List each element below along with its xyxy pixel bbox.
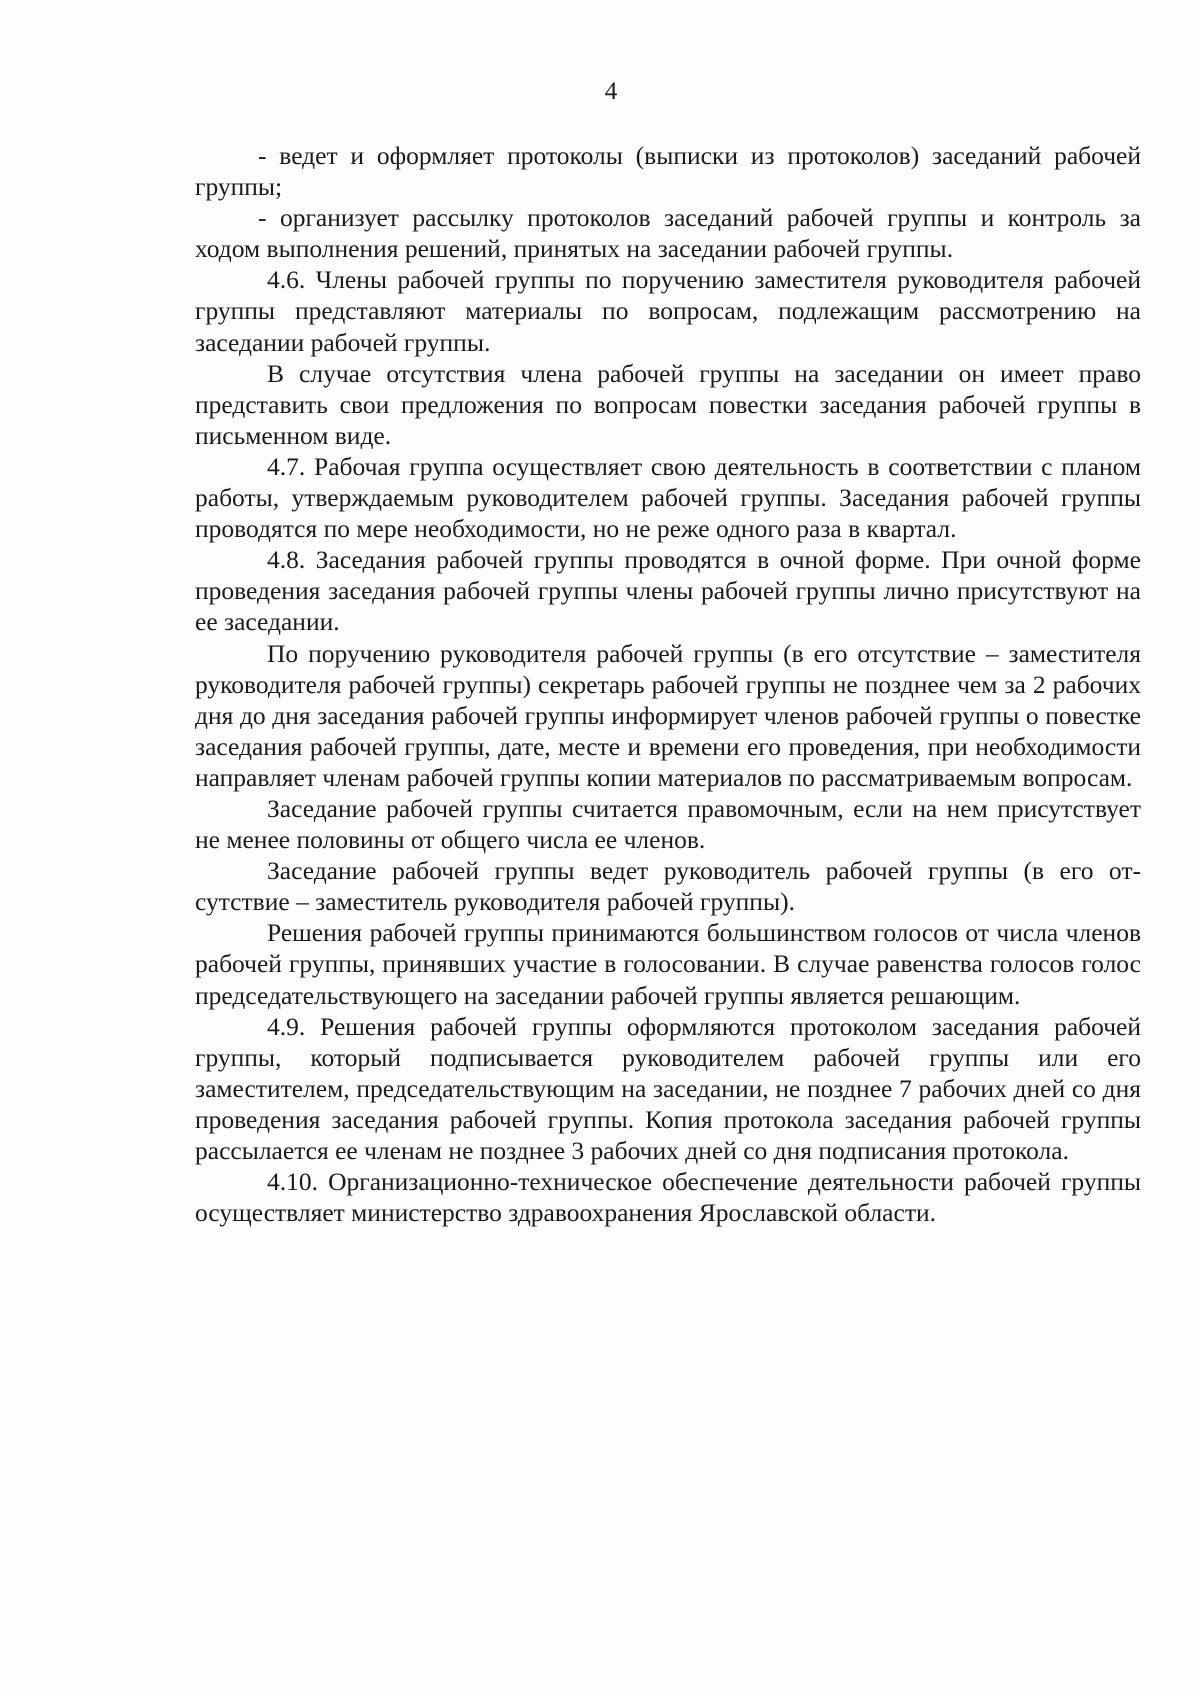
paragraph-decisions: Решения рабочей группы принимаются большинством голосов от числа членов рабочей группы, принявших участие в голосовании. В случае равенства голосов голос председательствующего на заседании рабочей группы является решающим. [195,918,1141,1010]
paragraph-absence: В случае отсутствия члена рабочей группы на заседании он имеет право представить свои предложения по вопросам повестки заседания рабочей группы в письменном виде. [195,358,1141,450]
paragraph-4-8: 4.8. Заседания рабочей группы проводятся в очной форме. При очной форме проведения заседания рабочей группы члены рабочей группы лично присутствуют на ее заседании. [195,545,1141,637]
paragraph-distribution: - организует рассылку протоколов заседаний рабочей группы и контроль за ходом выполнения решений, принятых на заседании рабочей группы. [195,203,1141,264]
document-body [195,140,1141,1228]
paragraph-notification: По поручению руководителя рабочей группы (в его отсутствие – заместителя руководителя рабочей группы) секретарь рабочей группы не позднее чем за 2 рабочих дня до дня заседания рабочей группы информирует членов рабочей группы о повестке заседания рабочей группы, дате, месте и времени его проведения, при необходимости направляет членам рабочей группы копии материалов по рассматриваемым вопросам. [195,638,1141,792]
paragraph-chair: Заседание рабочей группы ведет руководитель рабочей группы (в его отсутствие – заместитель руководителя рабочей группы). [195,856,1141,917]
paragraph-4-9: 4.9. Решения рабочей группы оформляются протоколом заседания рабочей группы, который подписывается руководителем рабочей группы или его заместителем, председательствующим на заседании, не позднее 7 рабочих дней со дня проведения заседания рабочей группы. Копия протокола заседания рабочей группы рассылается ее членам не позднее 3 рабочих дней со дня подписания протокола. [195,1011,1141,1165]
paragraph-quorum: Заседание рабочей группы считается правомочным, если на нем присутствует не менее половины от общего числа ее членов. [195,793,1141,855]
paragraph-4-7: 4.7. Рабочая группа осуществляет свою деятельность в соответствии с планом работы, утверждаемым руководителем рабочей группы. Заседания рабочей группы проводятся по мере необходимости, но не реже одного раза в квартал. [195,451,1141,544]
paragraph-4-6: 4.6. Члены рабочей группы по поручению заместителя руководителя рабочей группы представляют материалы по вопросам, подлежащим рассмотрению на заседании рабочей группы. [195,265,1141,357]
page-number: 4 [604,78,618,105]
paragraph-protocols: - ведет и оформляет протоколы (выписки из протоколов) заседаний рабочей группы; [195,141,1141,202]
paragraph-4-10: 4.10. Организационно-техническое обеспечение деятельности рабочей группы осуществляет министерство здравоохранения Ярославской области. [195,1167,1141,1228]
